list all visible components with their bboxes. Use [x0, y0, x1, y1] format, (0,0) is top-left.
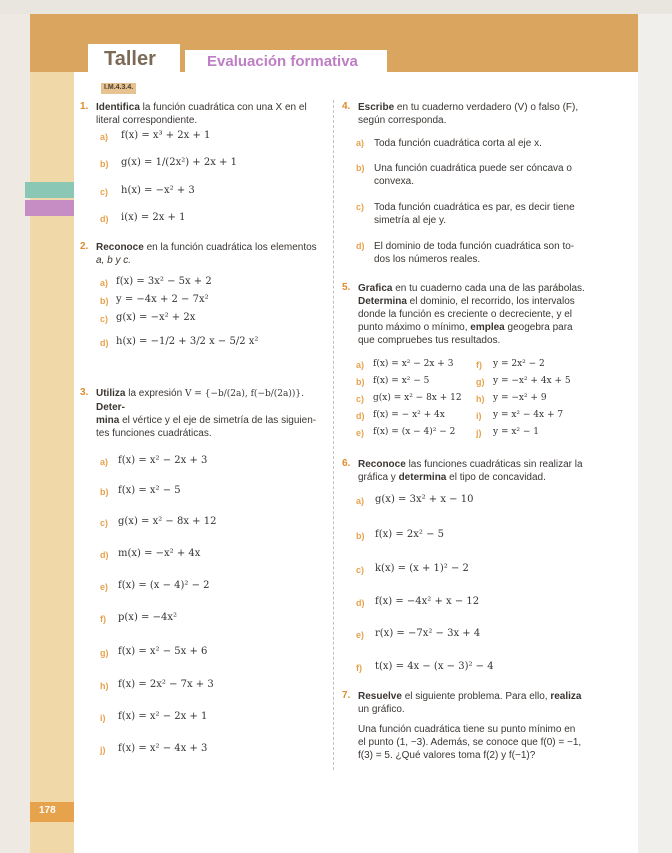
q3g-expr: f(x) = x² − 5x + 6	[118, 646, 208, 657]
q3h-expr: f(x) = 2x² − 7x + 3	[118, 679, 214, 690]
q6b-expr: f(x) = 2x² − 5	[375, 529, 444, 540]
q3c-label: c)	[100, 518, 109, 528]
q2b-expr: y = −4x + 2 − 7x²	[116, 294, 209, 305]
q3f-expr: p(x) = −4x²	[118, 612, 177, 623]
q3e-label: e)	[100, 582, 109, 592]
q5f-expr: y = 2x² − 2	[493, 359, 545, 369]
q4d-label: d)	[356, 241, 365, 251]
q5a-expr: f(x) = x² − 2x + 3	[373, 359, 454, 369]
teal-tab	[25, 182, 74, 198]
q7-text: Resuelve el siguiente problema. Para ello, realiza un gráfico.	[358, 691, 582, 715]
q1c-label: c)	[100, 187, 109, 197]
q5c-label: c)	[356, 394, 365, 404]
q5d-label: d)	[356, 411, 365, 421]
q2c-label: c)	[100, 314, 109, 324]
q5-text: Grafica en tu cuaderno cada una de las parábolas. Determina el dominio, el recorrido, los intervalos donde la función es creciente o decreciente, y el punto máximo o mínimo, emplea geogebra para que compruebes tus resultados.	[358, 283, 585, 346]
q7-number: 7.	[342, 690, 351, 701]
q4b-label: b)	[356, 163, 365, 173]
q3-text: Utiliza la expresión V = {−b/(2a), f(−b/(2a))}. Deter- mina el vértice y el eje de simetría de las siguien- tes funciones cuadráticas.	[96, 388, 317, 439]
q4-text: Escribe en tu cuaderno verdadero (V) o falso (F), según corresponda.	[358, 102, 579, 126]
q3c-expr: g(x) = x² − 8x + 12	[118, 516, 217, 527]
q7-problem: Una función cuadrática tiene su punto mínimo en el punto (1, −3). Además, se conoce que f(0) = −1, f(3) = 5. ¿Qué valores toma f(2) y f(−1)?	[358, 724, 582, 761]
q4c-label: c)	[356, 202, 365, 212]
q5i-label: i)	[476, 411, 482, 421]
q3-number: 3.	[80, 387, 89, 398]
q3f-label: f)	[100, 614, 106, 624]
q5a-label: a)	[356, 360, 365, 370]
left-margin	[0, 14, 30, 853]
q3j-label: j)	[100, 745, 106, 755]
q1c-expr: h(x) = −x² + 3	[121, 185, 195, 196]
q3g-label: g)	[100, 648, 109, 658]
q4a-label: a)	[356, 138, 365, 148]
q6f-expr: t(x) = 4x − (x − 3)² − 4	[375, 661, 494, 672]
q6-number: 6.	[342, 458, 351, 469]
q6c-label: c)	[356, 565, 365, 575]
q3h-label: h)	[100, 681, 109, 691]
q3i-expr: f(x) = x² − 2x + 1	[118, 711, 208, 722]
q6e-label: e)	[356, 630, 365, 640]
q3i-label: i)	[100, 713, 106, 723]
top-margin	[0, 0, 672, 14]
q5j-label: j)	[476, 428, 482, 438]
q2a-expr: f(x) = 3x² − 5x + 2	[116, 276, 212, 287]
q5g-label: g)	[476, 377, 485, 387]
q4-number: 4.	[342, 101, 351, 112]
page-title: Taller	[104, 48, 156, 70]
q3b-label: b)	[100, 487, 109, 497]
q4b-text: Una función cuadrática puede ser cóncava o convexa.	[374, 163, 572, 187]
q2c-expr: g(x) = −x² + 2x	[116, 312, 196, 323]
q3j-expr: f(x) = x² − 4x + 3	[118, 743, 208, 754]
q3e-expr: f(x) = (x − 4)² − 2	[118, 580, 210, 591]
q3d-label: d)	[100, 550, 109, 560]
q2d-label: d)	[100, 338, 109, 348]
q6d-label: d)	[356, 598, 365, 608]
q6b-label: b)	[356, 531, 365, 541]
q5h-label: h)	[476, 394, 485, 404]
q1-text: Identifica la función cuadrática con una X en el literal correspondiente.	[96, 102, 307, 126]
q6c-expr: k(x) = (x + 1)² − 2	[375, 563, 469, 574]
q6e-expr: r(x) = −7x² − 3x + 4	[375, 628, 481, 639]
q4d-text: El dominio de toda función cuadrática son to- dos los números reales.	[374, 241, 575, 265]
q1d-expr: i(x) = 2x + 1	[121, 212, 186, 223]
q1-number: 1.	[80, 101, 89, 112]
page-subtitle: Evaluación formativa	[207, 53, 358, 70]
q6a-expr: g(x) = 3x² + x − 10	[375, 494, 474, 505]
q3a-label: a)	[100, 457, 109, 467]
q2b-label: b)	[100, 296, 109, 306]
q6d-expr: f(x) = −4x² + x − 12	[375, 596, 480, 607]
q5d-expr: f(x) = − x² + 4x	[373, 410, 445, 420]
q2-text: Reconoce en la función cuadrática los elementos a, b y c.	[96, 242, 317, 266]
q2-number: 2.	[80, 241, 89, 252]
q5b-label: b)	[356, 377, 365, 387]
q6f-label: f)	[356, 663, 362, 673]
q1b-expr: g(x) = 1/(2x²) + 2x + 1	[121, 157, 237, 168]
q5e-label: e)	[356, 428, 365, 438]
column-divider	[333, 100, 334, 770]
q5e-expr: f(x) = (x − 4)² − 2	[373, 427, 456, 437]
q6-text: Reconoce las funciones cuadráticas sin realizar la gráfica y determina el tipo de concavidad.	[358, 459, 583, 483]
q3a-expr: f(x) = x² − 2x + 3	[118, 455, 208, 466]
q2d-expr: h(x) = −1/2 + 3/2 x − 5/2 x²	[116, 336, 259, 347]
q2a-label: a)	[100, 278, 109, 288]
q6a-label: a)	[356, 496, 365, 506]
q5h-expr: y = −x² + 9	[493, 393, 547, 403]
q4c-text: Toda función cuadrática es par, es decir tiene simetría al eje y.	[374, 202, 575, 226]
q5j-expr: y = x² − 1	[493, 427, 540, 437]
q5f-label: f)	[476, 360, 482, 370]
q1b-label: b)	[100, 159, 109, 169]
q5-number: 5.	[342, 282, 351, 293]
q1a-label: a)	[100, 132, 109, 142]
q1a-expr: f(x) = x³ + 2x + 1	[121, 130, 211, 141]
right-margin	[638, 14, 672, 853]
q3d-expr: m(x) = −x² + 4x	[118, 548, 201, 559]
q5g-expr: y = −x² + 4x + 5	[493, 376, 571, 386]
pink-tab	[25, 200, 74, 216]
skill-code: I.M.4.3.4.	[104, 84, 134, 91]
q5i-expr: y = x² − 4x + 7	[493, 410, 564, 420]
q3b-expr: f(x) = x² − 5	[118, 485, 181, 496]
page-number: 178	[39, 805, 56, 816]
q5b-expr: f(x) = x² − 5	[373, 376, 430, 386]
q4a-text: Toda función cuadrática corta al eje x.	[374, 138, 542, 149]
q5c-expr: g(x) = x² − 8x + 12	[373, 393, 462, 403]
q1d-label: d)	[100, 214, 109, 224]
